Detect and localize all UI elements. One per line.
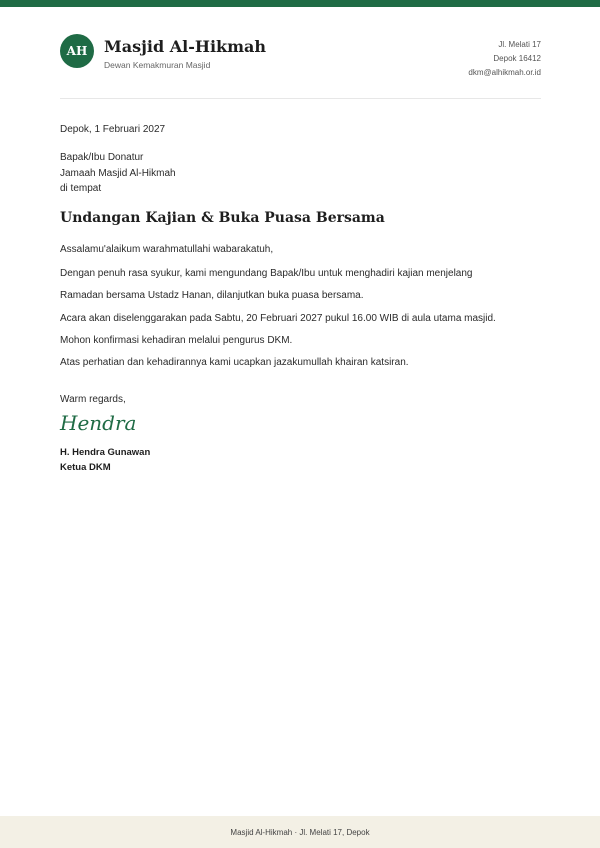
address-block — [468, 38, 541, 80]
paragraph-event-details — [60, 308, 496, 352]
letter-date: Depok, 1 Februari 2027 — [60, 124, 166, 135]
recipient-block — [60, 150, 176, 197]
paragraph-invitation — [60, 263, 473, 307]
recipient-line-1: Bapak/Ibu Donatur — [60, 152, 144, 163]
logo-badge: AH — [60, 34, 94, 68]
footer-text: Masjid Al-Hikmah · Jl. Melati 17, Depok — [230, 827, 370, 837]
page-footer — [0, 816, 600, 848]
signer-name: H. Hendra Gunawan — [60, 447, 151, 458]
closing-phrase: Warm regards, — [60, 394, 126, 405]
header-divider — [60, 98, 541, 99]
signer-title: Ketua DKM — [60, 462, 111, 473]
paragraph-invitation-line-2: Ramadan bersama Ustadz Hanan, dilanjutkan buka puasa bersama. — [60, 290, 364, 301]
top-accent-bar — [0, 0, 600, 7]
greeting: Assalamu'alaikum warahmatullahi wabarakatuh, — [60, 244, 274, 255]
letter-title: Undangan Kajian & Buka Puasa Bersama — [60, 210, 385, 226]
address-line-2: Depok 16412 — [493, 54, 541, 63]
paragraph-invitation-line-1: Dengan penuh rasa syukur, kami mengundang Bapak/Ibu untuk menghadiri kajian menjelang — [60, 268, 473, 279]
handwritten-signature: Hendra — [60, 411, 137, 435]
address-line-1: Jl. Melati 17 — [498, 40, 541, 49]
paragraph-closing-thanks: Atas perhatian dan kehadirannya kami ucapkan jazakumullah khairan katsiran. — [60, 357, 409, 368]
paragraph-event-line-1: Acara akan diselenggarakan pada Sabtu, 20 Februari 2027 pukul 16.00 WIB di aula utama masjid. — [60, 313, 496, 324]
recipient-line-3: di tempat — [60, 183, 102, 194]
org-name: Masjid Al-Hikmah — [104, 37, 267, 56]
paragraph-event-line-2: Mohon konfirmasi kehadiran melalui pengurus DKM. — [60, 335, 293, 346]
recipient-line-2: Jamaah Masjid Al-Hikmah — [60, 167, 176, 179]
email-address: dkm@alhikmah.or.id — [468, 68, 541, 77]
org-subtitle: Dewan Kemakmuran Masjid — [104, 60, 211, 70]
